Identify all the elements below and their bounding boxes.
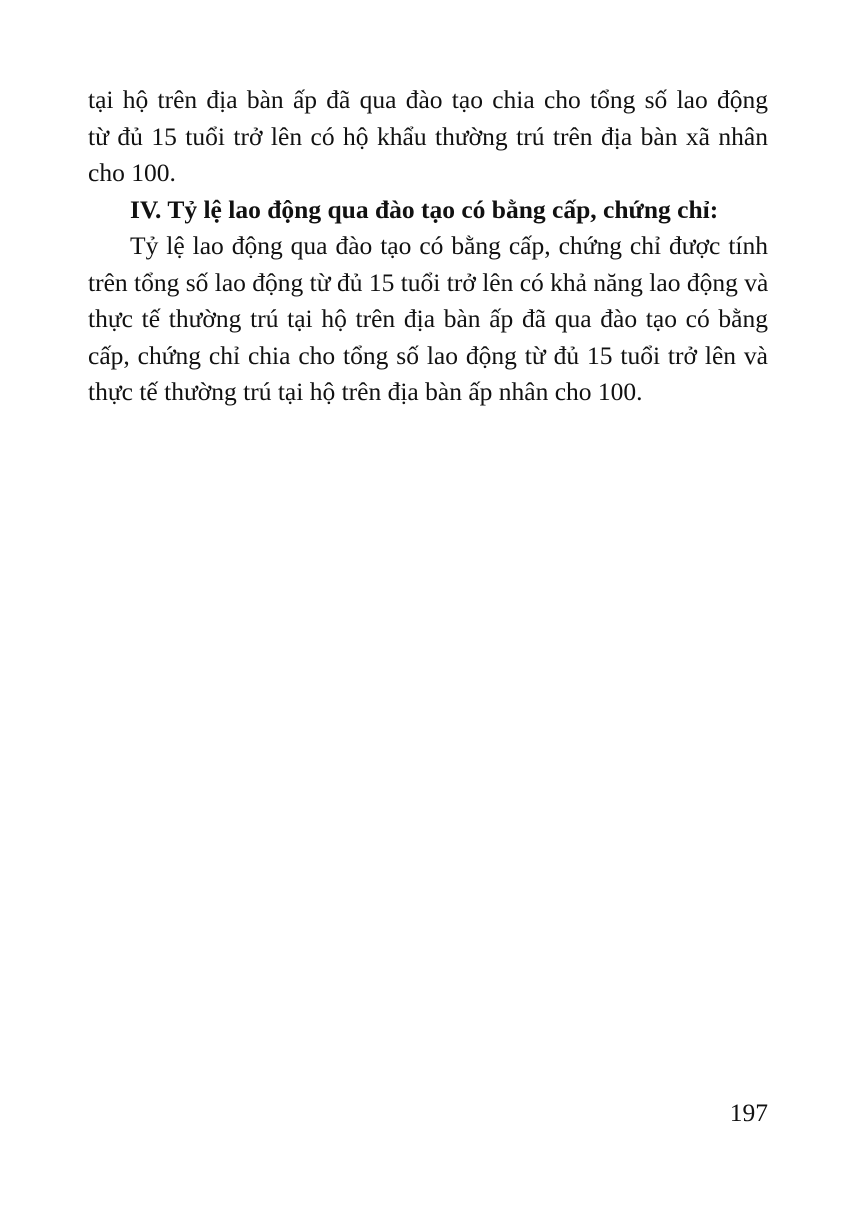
document-page xyxy=(88,82,768,411)
paragraph-line: cấp, chứng chỉ chia cho tổng số lao động từ đủ 15 tuổi trở lên và xyxy=(88,340,768,370)
paragraph-line: Tỷ lệ lao động qua đào tạo có bằng cấp, chứng chỉ được tính xyxy=(130,231,768,260)
paragraph-line: thực tế thường trú tại hộ trên địa bàn ấp đã qua đào tạo có bằng xyxy=(88,304,768,333)
section-heading: IV. Tỷ lệ lao động qua đào tạo có bằng cấp, chứng chỉ: xyxy=(130,194,719,224)
continuation-paragraph xyxy=(88,82,768,192)
page-number: 197 xyxy=(729,1098,768,1127)
paragraph-line: cho 100. xyxy=(88,158,176,187)
section-body-paragraph xyxy=(88,228,768,411)
paragraph-line: thực tế thường trú tại hộ trên địa bàn ấp nhân cho 100. xyxy=(88,377,643,406)
paragraph-line: từ đủ 15 tuổi trở lên có hộ khẩu thường trú trên địa bàn xã nhân xyxy=(88,121,768,151)
paragraph-line: trên tổng số lao động từ đủ 15 tuổi trở lên có khả năng lao động và xyxy=(88,267,769,297)
paragraph-line: tại hộ trên địa bàn ấp đã qua đào tạo chia cho tổng số lao động xyxy=(88,85,768,114)
